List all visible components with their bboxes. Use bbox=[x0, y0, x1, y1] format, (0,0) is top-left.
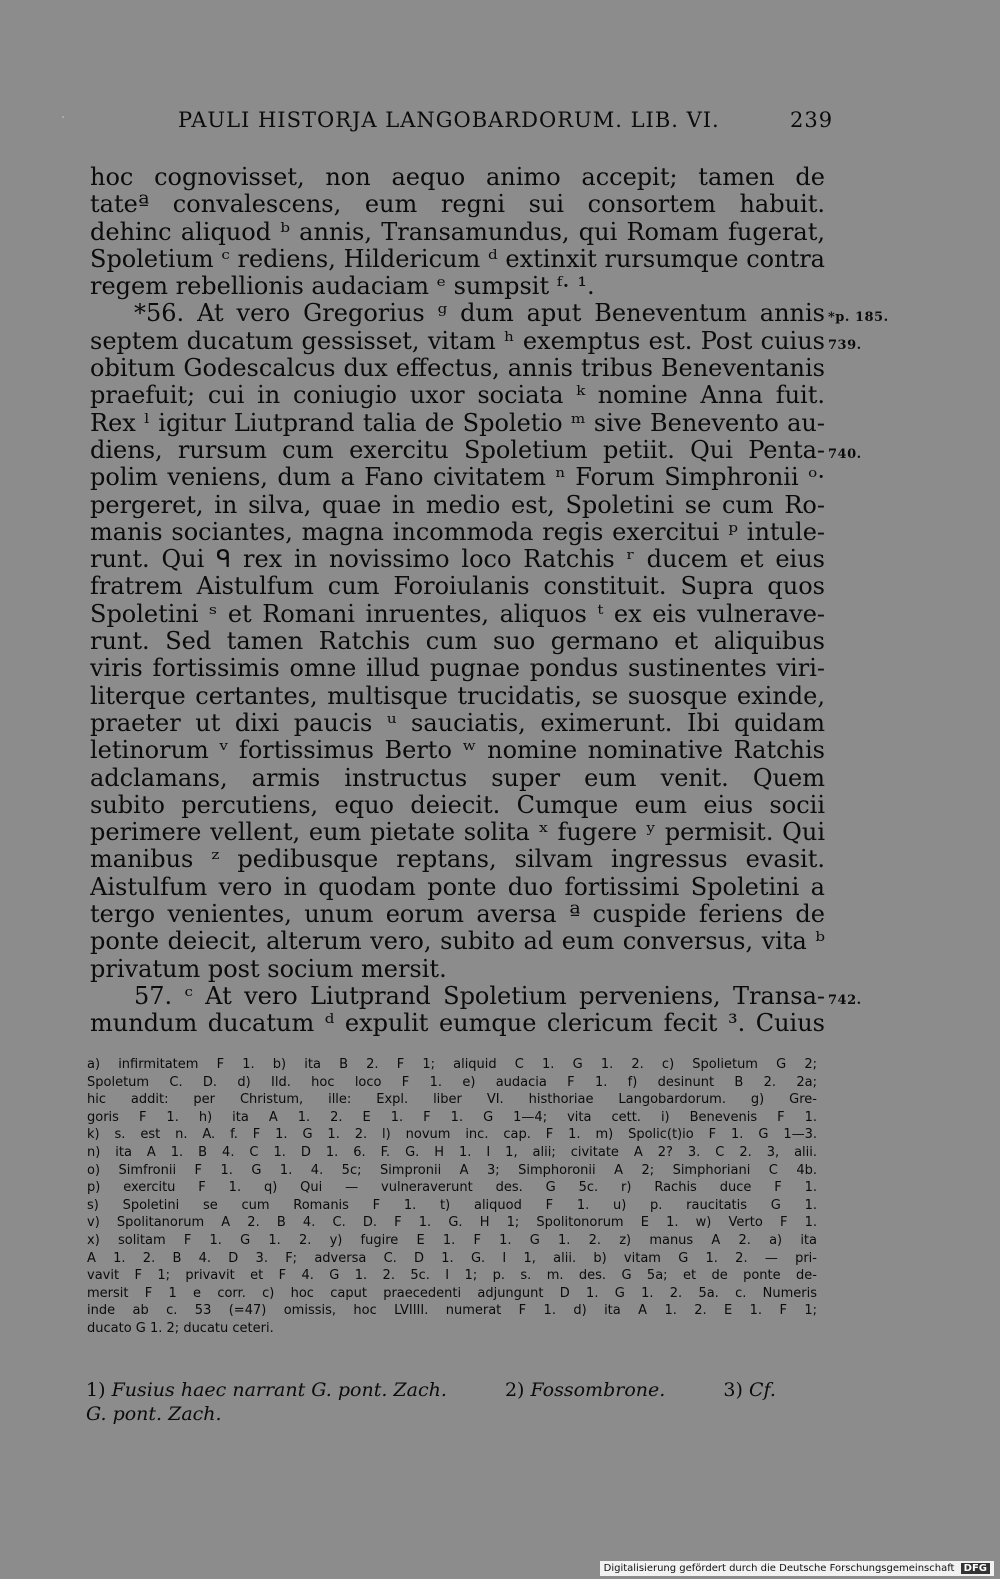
text-line-content: manibus ᶻ pedibusque reptans, silvam ingressus evasit. bbox=[90, 846, 825, 874]
apparatus-line: mersit F 1 e corr. c) hoc caput praecedenti adjungunt D 1. G 1. 2. 5a. c. Numeris bbox=[87, 1285, 817, 1301]
text-line bbox=[90, 655, 825, 682]
text-line bbox=[90, 874, 825, 901]
apparatus-line: p) exercitu F 1. q) Qui — vulneraverunt des. G 5c. r) Rachis duce F 1. bbox=[87, 1180, 817, 1196]
apparatus-line: A 1. 2. B 4. D 3. F; adversa C. D 1. G. I 1, alii. b) vitam G 1. 2. — pri- bbox=[87, 1250, 817, 1266]
text-line-content: obitum Godescalcus dux effectus, annis tribus Beneventanis bbox=[90, 355, 825, 383]
text-line bbox=[90, 710, 825, 737]
text-line-content: praefuit; cui in coniugio uxor sociata ᵏ nomine Anna fuit. bbox=[90, 382, 825, 410]
footnote-line-1 bbox=[86, 1378, 816, 1402]
footnote-number: 3) bbox=[723, 1379, 743, 1401]
text-line bbox=[90, 901, 825, 928]
dfg-logo: DFG bbox=[961, 1563, 990, 1574]
text-line-content: ponte deiecit, alterum vero, subito ad eum conversus, vita ᵇ bbox=[90, 928, 825, 956]
text-line-content: hoc cognovisset, non aequo animo accepit; tamen de bbox=[90, 164, 825, 191]
text-line-content: letinorum ᵛ fortissimus Berto ʷ nomine nominative Ratchis bbox=[90, 737, 825, 765]
apparatus-line: vavit F 1; privavit et F 4. G 1. 2. 5c. I 1; p. s. m. des. G 5a; et de ponte de- bbox=[87, 1268, 817, 1284]
apparatus-line: ducato G 1. 2; ducatu ceteri. bbox=[87, 1320, 274, 1336]
text-line-content: perimere vellent, eum pietate solita ˣ fugere ʸ permisit. Qui bbox=[90, 819, 825, 847]
text-line bbox=[90, 327, 862, 355]
digitization-credit bbox=[600, 1561, 994, 1576]
apparatus-line: k) s. est n. A. f. F 1. G 1. 2. l) novum inc. cap. F 1. m) Spolic(t)io F 1. G 1—3. bbox=[87, 1127, 817, 1143]
main-text bbox=[90, 164, 889, 1038]
text-line-content: pergeret, in silva, quae in medio est, Spoletini se cum Ro- bbox=[90, 491, 825, 519]
text-line bbox=[90, 982, 862, 1010]
scan-mark bbox=[62, 116, 64, 118]
text-line-content: diens, rursum cum exercitu Spoletium petiit. Qui Penta- bbox=[90, 436, 825, 464]
margin-note: 739. bbox=[828, 337, 862, 353]
text-line-content: literque certantes, multisque trucidatis, se suosque exinde, bbox=[90, 682, 825, 710]
running-header bbox=[178, 108, 834, 132]
text-line bbox=[90, 737, 825, 764]
margin-note: *p. 185. bbox=[828, 310, 889, 326]
text-line bbox=[90, 464, 825, 491]
text-line bbox=[90, 219, 825, 246]
text-line bbox=[90, 1010, 825, 1037]
footnote-text: Fusius haec narrant G. pont. Zach. bbox=[111, 1379, 447, 1401]
text-line-content: runt. Qui ᑫ rex in novissimo loco Ratchis ʳ ducem et eius bbox=[90, 546, 825, 574]
footnote-number: 2) bbox=[504, 1379, 525, 1401]
text-line-content: *56. At vero Gregorius ᵍ dum aput Beneventum annis bbox=[134, 300, 825, 328]
text-line-content: Spoletium ᶜ rediens, Hildericum ᵈ extinxit rursumque contra bbox=[90, 245, 825, 273]
text-line bbox=[90, 846, 825, 873]
text-line bbox=[90, 273, 825, 300]
footnote-text: G. pont. Zach. bbox=[86, 1403, 222, 1425]
text-line-content: praeter ut dixi paucis ᵘ sauciatis, eximerunt. Ibi quidam bbox=[90, 709, 825, 737]
text-line-content: viris fortissimis omne illud pugnae pondus sustinentes viri- bbox=[90, 655, 825, 683]
text-line bbox=[90, 191, 825, 218]
text-line bbox=[90, 519, 825, 546]
text-line bbox=[90, 546, 825, 573]
text-line bbox=[90, 628, 825, 655]
text-line-content: privatum post socium mersit. bbox=[90, 955, 447, 983]
apparatus-line: n) ita A 1. B 4. C 1. D 1. 6. F. G. H 1. I 1, alii; civitate A 2? 3. C 2. 3, alii. bbox=[87, 1144, 817, 1160]
text-line bbox=[90, 956, 825, 983]
text-line-content: Spoletini ˢ et Romani inruentes, aliquos ᵗ ex eis vulnerave- bbox=[90, 600, 825, 628]
text-line bbox=[90, 928, 825, 955]
margin-note: 742. bbox=[828, 992, 862, 1008]
text-line-content: mundum ducatum ᵈ expulit eumque clericum fecit ³. Cuius bbox=[90, 1010, 825, 1038]
text-line-content: Aistulfum vero in quodam ponte duo fortissimi Spoletini a bbox=[90, 873, 825, 901]
footnote-text: Fossombrone. bbox=[530, 1379, 666, 1401]
text-line bbox=[90, 601, 825, 628]
text-line-content: regem rebellionis audaciam ᵉ sumpsit ᶠ· ¹. bbox=[90, 273, 595, 301]
text-line-content: subito percutiens, equo deiecit. Cumque eum eius socii bbox=[90, 791, 825, 819]
text-line-content: Rex ˡ igitur Liutprand talia de Spoletio ᵐ sive Benevento au- bbox=[90, 409, 825, 437]
text-line bbox=[90, 765, 825, 792]
footnote-text: Cf. bbox=[748, 1379, 776, 1401]
text-line-content: adclamans, armis instructus super eum venit. Quem bbox=[90, 764, 825, 792]
text-line bbox=[90, 300, 889, 328]
text-line-content: tergo venientes, unum eorum aversa ª cuspide feriens de bbox=[90, 901, 825, 929]
apparatus-line: goris F 1. h) ita A 1. 2. E 1. F 1. G 1—4; vita cett. i) Benevenis F 1. bbox=[87, 1109, 817, 1125]
text-line bbox=[90, 410, 825, 437]
running-title: PAULI HISTORJA LANGOBARDORUM. LIB. VI. bbox=[178, 108, 720, 132]
apparatus-line: v) Spolitanorum A 2. B 4. C. D. F 1. G. H 1; Spolitonorum E 1. w) Verto F 1. bbox=[87, 1215, 817, 1231]
text-line bbox=[90, 382, 825, 409]
text-line-content: polim veniens, dum a Fano civitatem ⁿ Forum Simphronii ᵒ· bbox=[90, 464, 825, 492]
critical-apparatus bbox=[87, 1056, 817, 1338]
text-line-content: runt. Sed tamen Ratchis cum suo germano et aliquibus bbox=[90, 628, 825, 656]
footnote-number: 1) bbox=[86, 1379, 106, 1401]
apparatus-line: x) solitam F 1. G 1. 2. y) fugire E 1. F 1. G 1. 2. z) manus A 2. a) ita bbox=[87, 1232, 817, 1248]
apparatus-line: inde ab c. 53 (=47) omissis, hoc LVIIII. numerat F 1. d) ita A 1. 2. E 1. F 1; bbox=[87, 1303, 817, 1319]
text-line-content: septem ducatum gessisset, vitam ʰ exemptus est. Post cuius bbox=[90, 327, 825, 355]
text-line bbox=[90, 164, 825, 191]
text-line bbox=[90, 819, 825, 846]
apparatus-line: Spoletum C. D. d) Ild. hoc loco F 1. e) audacia F 1. f) desinunt B 2. 2a; bbox=[87, 1074, 817, 1090]
apparatus-line: o) Simfronii F 1. G 1. 4. 5c; Simpronii A 3; Simphoronii A 2; Simphoriani C 4b. bbox=[87, 1162, 817, 1178]
apparatus-line: s) Spoletini se cum Romanis F 1. t) aliquod F 1. u) p. raucitatis G 1. bbox=[87, 1197, 817, 1213]
text-line bbox=[90, 355, 825, 382]
footnotes bbox=[86, 1378, 816, 1426]
page-number: 239 bbox=[790, 108, 834, 132]
credit-text: Digitalisierung gefördert durch die Deutsche Forschungsgemeinschaft bbox=[603, 1563, 955, 1574]
text-line-content: manis sociantes, magna incommoda regis exercitui ᵖ intule- bbox=[90, 518, 825, 546]
text-line-content: dehinc aliquod ᵇ annis, Transamundus, qui Romam fugerat, bbox=[90, 218, 825, 246]
apparatus-line: a) infirmitatem F 1. b) ita B 2. F 1; aliquid C 1. G 1. 2. c) Spolietum G 2; bbox=[87, 1057, 817, 1072]
text-line-content: 57. ᶜ At vero Liutprand Spoletium perveniens, Transa- bbox=[134, 982, 825, 1010]
text-line-content: fratrem Aistulfum cum Foroiulanis constituit. Supra quos bbox=[90, 573, 825, 601]
text-line bbox=[90, 573, 825, 600]
apparatus-line: hic addit: per Christum, ille: Expl. liber VI. histhoriae Langobardorum. g) Gre- bbox=[87, 1092, 817, 1108]
text-line bbox=[90, 436, 862, 464]
text-line bbox=[90, 492, 825, 519]
footnote-line-2 bbox=[86, 1402, 816, 1426]
text-line bbox=[90, 683, 825, 710]
margin-note: 740. bbox=[828, 446, 862, 462]
text-line bbox=[90, 792, 825, 819]
text-line-content: tateª convalescens, eum regni sui consortem habuit. bbox=[90, 191, 825, 219]
text-line bbox=[90, 246, 825, 273]
